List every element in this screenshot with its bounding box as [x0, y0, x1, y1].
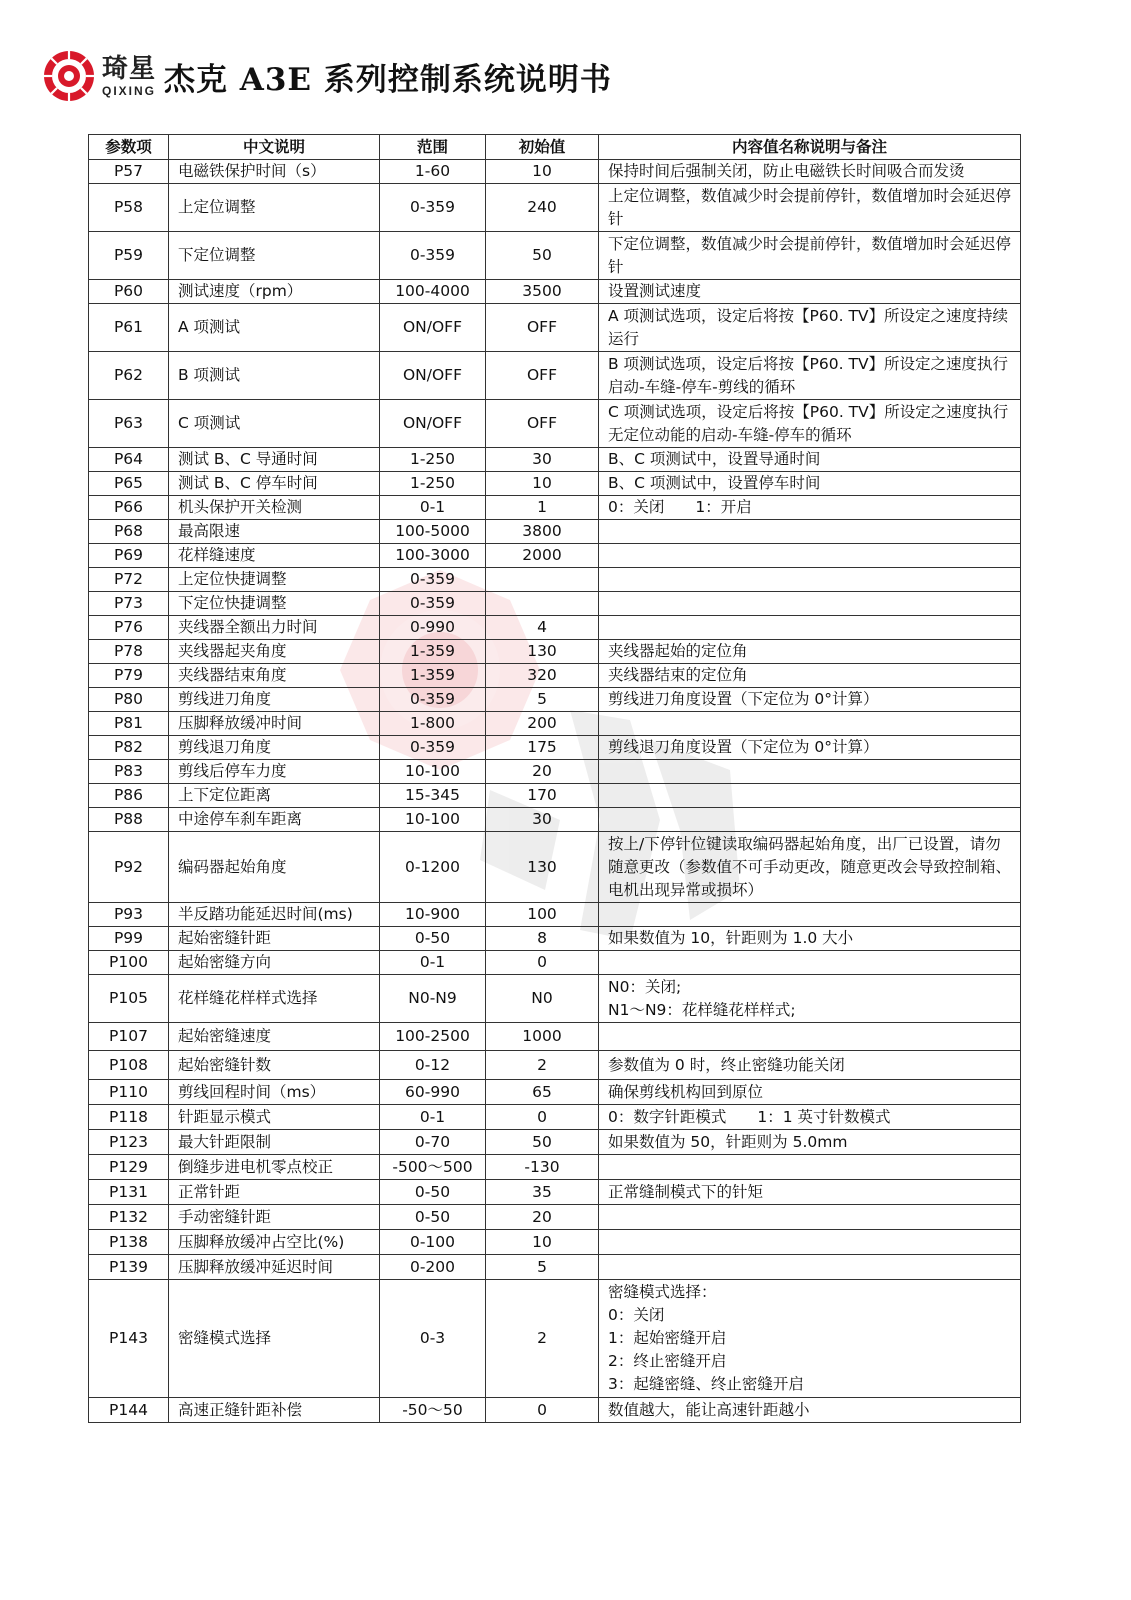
param-note: [599, 951, 1021, 975]
param-note: 密缝模式选择： 0：关闭 1：起始密缝开启 2：终止密缝开启 3：起缝密缝、终止密缝开启: [599, 1280, 1021, 1398]
param-description: 起始密缝针距: [169, 927, 380, 951]
param-code: P68: [89, 520, 169, 544]
param-note: [599, 1155, 1021, 1180]
column-header-code: 参数项: [89, 135, 169, 160]
param-range: 0-359: [380, 232, 486, 280]
param-code: P63: [89, 400, 169, 448]
param-code: P138: [89, 1230, 169, 1255]
brand-name-en: QIXING: [102, 83, 157, 98]
table-row: [89, 784, 1021, 808]
param-range: 10-100: [380, 808, 486, 832]
param-code: P57: [89, 160, 169, 184]
param-default: 240: [486, 184, 599, 232]
param-code: P92: [89, 832, 169, 903]
table-row: [89, 1205, 1021, 1230]
param-code: P83: [89, 760, 169, 784]
table-row: [89, 951, 1021, 975]
param-code: P81: [89, 712, 169, 736]
param-default: 4: [486, 616, 599, 640]
param-code: P80: [89, 688, 169, 712]
param-code: P65: [89, 472, 169, 496]
param-note: 确保剪线机构回到原位: [599, 1080, 1021, 1105]
param-range: 100-3000: [380, 544, 486, 568]
param-code: P73: [89, 592, 169, 616]
param-description: 中途停车刹车距离: [169, 808, 380, 832]
param-note: B、C 项测试中，设置导通时间: [599, 448, 1021, 472]
param-default: N0: [486, 975, 599, 1023]
param-description: 剪线回程时间（ms）: [169, 1080, 380, 1105]
param-note: 数值越大，能让高速针距越小: [599, 1398, 1021, 1423]
table-row: [89, 975, 1021, 1023]
param-code: P129: [89, 1155, 169, 1180]
param-range: 60-990: [380, 1080, 486, 1105]
param-default: 30: [486, 808, 599, 832]
param-code: P143: [89, 1280, 169, 1398]
param-default: 2000: [486, 544, 599, 568]
param-range: 0-359: [380, 184, 486, 232]
param-description: 编码器起始角度: [169, 832, 380, 903]
param-default: 65: [486, 1080, 599, 1105]
table-row: [89, 832, 1021, 903]
param-default: 0: [486, 951, 599, 975]
param-range: 0-100: [380, 1230, 486, 1255]
table-row: [89, 472, 1021, 496]
param-code: P105: [89, 975, 169, 1023]
param-code: P78: [89, 640, 169, 664]
table-row: [89, 1155, 1021, 1180]
param-note: [599, 1205, 1021, 1230]
param-code: P66: [89, 496, 169, 520]
param-code: P72: [89, 568, 169, 592]
document-title: 杰克 A3E 系列控制系统说明书: [164, 61, 612, 98]
param-code: P108: [89, 1051, 169, 1080]
param-description: 上定位快捷调整: [169, 568, 380, 592]
param-description: 电磁铁保护时间（s）: [169, 160, 380, 184]
param-default: 200: [486, 712, 599, 736]
param-note: 正常缝制模式下的针矩: [599, 1180, 1021, 1205]
param-code: P82: [89, 736, 169, 760]
param-range: 1-800: [380, 712, 486, 736]
param-range: 0-1200: [380, 832, 486, 903]
param-range: 0-359: [380, 688, 486, 712]
param-description: 花样缝花样样式选择: [169, 975, 380, 1023]
param-note: 上定位调整，数值减少时会提前停针，数值增加时会延迟停针: [599, 184, 1021, 232]
param-code: P79: [89, 664, 169, 688]
param-range: 0-12: [380, 1051, 486, 1080]
table-row: [89, 927, 1021, 951]
param-note: [599, 760, 1021, 784]
param-default: 1000: [486, 1023, 599, 1051]
param-description: 测试速度（rpm）: [169, 280, 380, 304]
param-description: 半反踏功能延迟时间(ms): [169, 903, 380, 927]
param-description: 机头保护开关检测: [169, 496, 380, 520]
param-code: P107: [89, 1023, 169, 1051]
param-note: 如果数值为 50，针距则为 5.0mm: [599, 1130, 1021, 1155]
param-default: 8: [486, 927, 599, 951]
param-description: 夹线器结束角度: [169, 664, 380, 688]
param-note: N0：关闭; N1～N9：花样缝花样样式;: [599, 975, 1021, 1023]
param-range: 0-359: [380, 592, 486, 616]
param-note: [599, 1230, 1021, 1255]
param-range: 1-60: [380, 160, 486, 184]
param-default: 320: [486, 664, 599, 688]
param-note: [599, 520, 1021, 544]
param-description: 夹线器起夹角度: [169, 640, 380, 664]
param-description: 上下定位距离: [169, 784, 380, 808]
param-description: 压脚释放缓冲占空比(%): [169, 1230, 380, 1255]
table-row: [89, 664, 1021, 688]
table-row: [89, 1051, 1021, 1080]
table-header-row: [89, 135, 1021, 160]
table-row: [89, 640, 1021, 664]
param-code: P64: [89, 448, 169, 472]
param-default: 5: [486, 1255, 599, 1280]
param-description: 高速正缝针距补偿: [169, 1398, 380, 1423]
param-code: P132: [89, 1205, 169, 1230]
param-default: [486, 592, 599, 616]
param-code: P61: [89, 304, 169, 352]
param-description: 起始密缝针数: [169, 1051, 380, 1080]
param-description: B 项测试: [169, 352, 380, 400]
param-code: P100: [89, 951, 169, 975]
param-note: [599, 568, 1021, 592]
param-code: P60: [89, 280, 169, 304]
table-row: [89, 400, 1021, 448]
param-default: 130: [486, 832, 599, 903]
param-description: 测试 B、C 导通时间: [169, 448, 380, 472]
param-description: 测试 B、C 停车时间: [169, 472, 380, 496]
param-code: P131: [89, 1180, 169, 1205]
param-note: 按上/下停针位键读取编码器起始角度，出厂已设置，请勿随意更改（参数值不可手动更改，随意更改会导致控制箱、电机出现异常或损坏）: [599, 832, 1021, 903]
param-default: 10: [486, 160, 599, 184]
param-default: 130: [486, 640, 599, 664]
param-description: 起始密缝速度: [169, 1023, 380, 1051]
param-range: 1-250: [380, 448, 486, 472]
column-header-default: 初始值: [486, 135, 599, 160]
param-default: 0: [486, 1105, 599, 1130]
param-range: ON/OFF: [380, 400, 486, 448]
param-code: P88: [89, 808, 169, 832]
brand-block: [102, 53, 157, 98]
param-range: 0-50: [380, 927, 486, 951]
param-note: 如果数值为 10，针距则为 1.0 大小: [599, 927, 1021, 951]
param-description: 起始密缝方向: [169, 951, 380, 975]
param-range: ON/OFF: [380, 352, 486, 400]
param-default: 30: [486, 448, 599, 472]
param-default: 10: [486, 1230, 599, 1255]
table-row: [89, 1080, 1021, 1105]
column-header-range: 范围: [380, 135, 486, 160]
table-row: [89, 808, 1021, 832]
param-default: 10: [486, 472, 599, 496]
param-default: [486, 568, 599, 592]
param-range: 10-100: [380, 760, 486, 784]
brand-name-cn: 琦星: [102, 53, 157, 84]
param-range: 0-359: [380, 736, 486, 760]
table-row: [89, 903, 1021, 927]
table-row: [89, 592, 1021, 616]
param-default: 3800: [486, 520, 599, 544]
param-range: 0-1: [380, 951, 486, 975]
table-row: [89, 1255, 1021, 1280]
param-description: 最高限速: [169, 520, 380, 544]
qixing-logo-icon: [42, 49, 96, 103]
table-row: [89, 1130, 1021, 1155]
param-default: 20: [486, 760, 599, 784]
param-range: 0-50: [380, 1205, 486, 1230]
table-row: [89, 688, 1021, 712]
param-range: ON/OFF: [380, 304, 486, 352]
param-note: 剪线进刀角度设置（下定位为 0°计算）: [599, 688, 1021, 712]
param-description: 剪线退刀角度: [169, 736, 380, 760]
param-default: 0: [486, 1398, 599, 1423]
param-default: OFF: [486, 352, 599, 400]
param-range: 0-1: [380, 1105, 486, 1130]
table-row: [89, 280, 1021, 304]
document-header: [42, 44, 612, 108]
param-code: P144: [89, 1398, 169, 1423]
param-range: 0-990: [380, 616, 486, 640]
param-note: A 项测试选项，设定后将按【P60. TV】所设定之速度持续运行: [599, 304, 1021, 352]
param-description: 上定位调整: [169, 184, 380, 232]
param-note: [599, 712, 1021, 736]
param-range: 100-4000: [380, 280, 486, 304]
param-note: [599, 903, 1021, 927]
param-note: 夹线器起始的定位角: [599, 640, 1021, 664]
param-code: P69: [89, 544, 169, 568]
param-description: 夹线器全额出力时间: [169, 616, 380, 640]
table-row: [89, 736, 1021, 760]
table-row: [89, 520, 1021, 544]
param-code: P99: [89, 927, 169, 951]
param-range: 0-70: [380, 1130, 486, 1155]
param-note: [599, 784, 1021, 808]
param-code: P76: [89, 616, 169, 640]
param-default: -130: [486, 1155, 599, 1180]
param-default: 3500: [486, 280, 599, 304]
table-row: [89, 1105, 1021, 1130]
table-row: [89, 304, 1021, 352]
param-note: C 项测试选项，设定后将按【P60. TV】所设定之速度执行无定位动能的启动-车缝-停车的循环: [599, 400, 1021, 448]
table-row: [89, 1280, 1021, 1398]
table-row: [89, 352, 1021, 400]
table-row: [89, 1023, 1021, 1051]
param-range: 0-1: [380, 496, 486, 520]
table-row: [89, 1230, 1021, 1255]
parameter-table: [88, 134, 1021, 1423]
param-note: [599, 1023, 1021, 1051]
param-range: 1-359: [380, 640, 486, 664]
param-description: 剪线后停车力度: [169, 760, 380, 784]
param-note: B、C 项测试中，设置停车时间: [599, 472, 1021, 496]
param-code: P62: [89, 352, 169, 400]
table-row: [89, 616, 1021, 640]
param-default: 2: [486, 1051, 599, 1080]
param-note: [599, 616, 1021, 640]
param-description: 下定位快捷调整: [169, 592, 380, 616]
param-range: 1-250: [380, 472, 486, 496]
column-header-description: 中文说明: [169, 135, 380, 160]
table-row: [89, 184, 1021, 232]
table-row: [89, 760, 1021, 784]
param-description: 倒缝步进电机零点校正: [169, 1155, 380, 1180]
table-row: [89, 496, 1021, 520]
param-range: 100-5000: [380, 520, 486, 544]
param-default: OFF: [486, 400, 599, 448]
param-note: 设置测试速度: [599, 280, 1021, 304]
param-range: N0-N9: [380, 975, 486, 1023]
param-description: 手动密缝针距: [169, 1205, 380, 1230]
param-default: 50: [486, 232, 599, 280]
param-description: 最大针距限制: [169, 1130, 380, 1155]
param-code: P86: [89, 784, 169, 808]
param-default: OFF: [486, 304, 599, 352]
param-code: P93: [89, 903, 169, 927]
param-description: 压脚释放缓冲时间: [169, 712, 380, 736]
param-description: 正常针距: [169, 1180, 380, 1205]
table-row: [89, 160, 1021, 184]
param-note: 夹线器结束的定位角: [599, 664, 1021, 688]
param-default: 170: [486, 784, 599, 808]
param-description: 剪线进刀角度: [169, 688, 380, 712]
param-code: P118: [89, 1105, 169, 1130]
param-note: 剪线退刀角度设置（下定位为 0°计算）: [599, 736, 1021, 760]
param-note: [599, 808, 1021, 832]
param-default: 50: [486, 1130, 599, 1155]
param-range: 0-50: [380, 1180, 486, 1205]
param-code: P59: [89, 232, 169, 280]
param-description: 花样缝速度: [169, 544, 380, 568]
param-default: 100: [486, 903, 599, 927]
table-row: [89, 448, 1021, 472]
param-range: -50～50: [380, 1398, 486, 1423]
param-range: -500～500: [380, 1155, 486, 1180]
table-row: [89, 1180, 1021, 1205]
param-default: 1: [486, 496, 599, 520]
table-row: [89, 544, 1021, 568]
param-description: A 项测试: [169, 304, 380, 352]
param-range: 0-200: [380, 1255, 486, 1280]
param-code: P110: [89, 1080, 169, 1105]
param-range: 0-3: [380, 1280, 486, 1398]
param-note: 参数值为 0 时，终止密缝功能关闭: [599, 1051, 1021, 1080]
param-note: [599, 1255, 1021, 1280]
param-description: 密缝模式选择: [169, 1280, 380, 1398]
param-note: 下定位调整，数值减少时会提前停针，数值增加时会延迟停针: [599, 232, 1021, 280]
param-note: 保持时间后强制关闭，防止电磁铁长时间吸合而发烫: [599, 160, 1021, 184]
param-range: 0-359: [380, 568, 486, 592]
param-default: 5: [486, 688, 599, 712]
param-description: 下定位调整: [169, 232, 380, 280]
param-default: 175: [486, 736, 599, 760]
param-description: 针距显示模式: [169, 1105, 380, 1130]
param-note: [599, 544, 1021, 568]
param-range: 10-900: [380, 903, 486, 927]
table-row: [89, 568, 1021, 592]
param-default: 2: [486, 1280, 599, 1398]
table-row: [89, 1398, 1021, 1423]
param-note: 0：数字针距模式 1：1 英寸针数模式: [599, 1105, 1021, 1130]
table-row: [89, 712, 1021, 736]
table-row: [89, 232, 1021, 280]
param-description: 压脚释放缓冲延迟时间: [169, 1255, 380, 1280]
param-description: C 项测试: [169, 400, 380, 448]
param-default: 20: [486, 1205, 599, 1230]
param-note: [599, 592, 1021, 616]
param-default: 35: [486, 1180, 599, 1205]
param-code: P58: [89, 184, 169, 232]
column-header-notes: 内容值名称说明与备注: [599, 135, 1021, 160]
param-code: P123: [89, 1130, 169, 1155]
parameter-table-body: [89, 160, 1021, 1423]
param-range: 1-359: [380, 664, 486, 688]
param-range: 100-2500: [380, 1023, 486, 1051]
param-note: 0：关闭 1：开启: [599, 496, 1021, 520]
param-note: B 项测试选项，设定后将按【P60. TV】所设定之速度执行启动-车缝-停车-剪线的循环: [599, 352, 1021, 400]
param-code: P139: [89, 1255, 169, 1280]
param-range: 15-345: [380, 784, 486, 808]
